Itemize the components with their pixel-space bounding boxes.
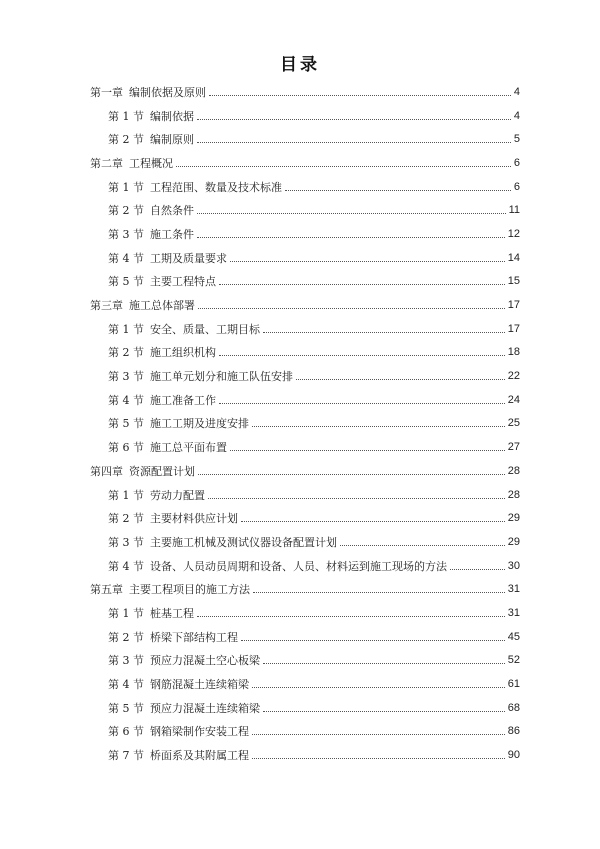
toc-dot-leader [241,639,505,641]
toc-section-entry[interactable] [90,222,520,246]
toc-section-entry[interactable] [90,412,520,436]
toc-entry-number: 第一章 [90,85,123,99]
toc-entry-label: 主要工程特点 [150,275,216,289]
toc-section-entry[interactable] [90,127,520,151]
toc-page-number: 5 [513,133,520,146]
toc-page-number: 17 [507,299,520,312]
toc-entry-label: 桩基工程 [150,606,194,620]
toc-entry-number: 第 3 节 [108,227,144,241]
toc-entry-label: 施工条件 [150,227,194,241]
toc-page-number: 28 [507,464,520,477]
toc-entry-label: 钢筋混凝土连续箱梁 [150,678,249,692]
toc-page-number: 90 [507,749,520,762]
toc-page-number: 29 [507,512,520,525]
toc-entry-number: 第二章 [90,156,123,170]
toc-dot-leader [296,378,505,380]
toc-page-number: 68 [507,701,520,714]
toc-entry-label: 施工单元划分和施工队伍安排 [150,370,293,384]
toc-entry-label: 工期及质量要求 [150,251,227,265]
toc-entry-number: 第 4 节 [108,678,144,692]
toc-entry-label: 预应力混凝土空心板梁 [150,654,260,668]
toc-page-number: 4 [513,85,520,98]
toc-entry-number: 第 1 节 [108,180,144,194]
toc-chapter-entry[interactable] [90,577,520,601]
toc-entry-number: 第 4 节 [108,559,144,573]
toc-dot-leader [252,425,505,427]
toc-page-number: 14 [507,251,520,264]
toc-dot-leader [241,520,505,522]
toc-dot-leader [263,710,505,712]
toc-dot-leader [219,354,505,356]
toc-entry-label: 编制依据及原则 [129,85,206,99]
toc-section-entry[interactable] [90,720,520,744]
toc-entry-label: 钢箱梁制作安装工程 [150,725,249,739]
toc-chapter-entry[interactable] [90,459,520,483]
toc-entry-label: 施工组织机构 [150,346,216,360]
toc-dot-leader [208,497,505,499]
toc-entry-number: 第 7 节 [108,749,144,763]
toc-entry-number: 第五章 [90,583,123,597]
toc-page-number: 61 [507,678,520,691]
toc-page-number: 30 [507,559,520,572]
toc-section-entry[interactable] [90,104,520,128]
table-of-contents [90,80,520,767]
toc-entry-label: 编制原则 [150,133,194,147]
toc-dot-leader [263,331,505,333]
toc-entry-number: 第四章 [90,464,123,478]
toc-entry-label: 桥面系及其附属工程 [150,749,249,763]
toc-entry-number: 第 2 节 [108,204,144,218]
toc-section-entry[interactable] [90,364,520,388]
toc-dot-leader [219,402,505,404]
toc-page-number: 52 [507,654,520,667]
toc-dot-leader [219,283,505,285]
toc-section-entry[interactable] [90,625,520,649]
toc-section-entry[interactable] [90,530,520,554]
toc-page-number: 86 [507,725,520,738]
toc-entry-number: 第 5 节 [108,417,144,431]
toc-entry-number: 第 2 节 [108,133,144,147]
toc-page-number: 18 [507,346,520,359]
toc-entry-label: 劳动力配置 [150,488,205,502]
toc-section-entry[interactable] [90,483,520,507]
toc-section-entry[interactable] [90,435,520,459]
toc-page-number: 15 [507,275,520,288]
toc-page-number: 28 [507,488,520,501]
toc-dot-leader [197,615,505,617]
toc-page-number: 17 [507,322,520,335]
toc-page-number: 25 [507,417,520,430]
toc-entry-label: 编制依据 [150,109,194,123]
toc-entry-label: 工程范围、数量及技术标准 [150,180,282,194]
toc-page-number: 31 [507,583,520,596]
toc-page-number: 12 [507,227,520,240]
toc-entry-label: 资源配置计划 [129,464,195,478]
toc-entry-number: 第 1 节 [108,606,144,620]
toc-entry-label: 施工准备工作 [150,393,216,407]
toc-entry-label: 安全、质量、工期目标 [150,322,260,336]
toc-dot-leader [198,307,505,309]
toc-dot-leader [197,141,511,143]
toc-entry-label: 主要施工机械及测试仪器设备配置计划 [150,535,337,549]
toc-entry-number: 第 5 节 [108,701,144,715]
toc-section-entry[interactable] [90,270,520,294]
toc-section-entry[interactable] [90,317,520,341]
toc-chapter-entry[interactable] [90,151,520,175]
toc-dot-leader [176,165,511,167]
toc-section-entry[interactable] [90,743,520,767]
toc-page-number: 29 [507,535,520,548]
toc-entry-number: 第 5 节 [108,275,144,289]
toc-entry-number: 第 2 节 [108,630,144,644]
toc-dot-leader [209,94,511,96]
toc-dot-leader [230,449,505,451]
toc-entry-number: 第 1 节 [108,109,144,123]
toc-section-entry[interactable] [90,198,520,222]
toc-page-number: 4 [513,109,520,122]
toc-entry-number: 第 6 节 [108,441,144,455]
toc-entry-number: 第 2 节 [108,512,144,526]
toc-dot-leader [198,473,505,475]
toc-section-entry[interactable] [90,246,520,270]
toc-dot-leader [252,733,505,735]
toc-entry-label: 设备、人员动员周期和设备、人员、材料运到施工现场的方法 [150,559,447,573]
toc-dot-leader [197,212,506,214]
toc-section-entry[interactable] [90,388,520,412]
toc-entry-label: 主要材料供应计划 [150,512,238,526]
toc-entry-number: 第 2 节 [108,346,144,360]
toc-section-entry[interactable] [90,175,520,199]
toc-section-entry[interactable] [90,649,520,673]
toc-entry-number: 第 6 节 [108,725,144,739]
toc-page-number: 31 [507,606,520,619]
toc-dot-leader [253,591,505,593]
toc-chapter-entry[interactable] [90,80,520,104]
toc-page-number: 6 [513,180,520,193]
toc-page-number: 11 [508,204,520,217]
toc-dot-leader [285,189,511,191]
toc-entry-number: 第 3 节 [108,535,144,549]
toc-chapter-entry[interactable] [90,293,520,317]
toc-entry-label: 预应力混凝土连续箱梁 [150,701,260,715]
toc-section-entry[interactable] [90,601,520,625]
toc-entry-label: 主要工程项目的施工方法 [129,583,250,597]
toc-entry-number: 第 3 节 [108,370,144,384]
toc-dot-leader [450,568,505,570]
toc-dot-leader [197,236,505,238]
toc-dot-leader [340,544,505,546]
toc-section-entry[interactable] [90,341,520,365]
page-title: 目录 [280,55,320,75]
toc-entry-number: 第三章 [90,299,123,313]
toc-entry-number: 第 3 节 [108,654,144,668]
toc-page-number: 22 [507,370,520,383]
toc-entry-label: 施工工期及进度安排 [150,417,249,431]
toc-page-number: 6 [513,156,520,169]
toc-section-entry[interactable] [90,672,520,696]
toc-entry-label: 施工总体部署 [129,299,195,313]
toc-dot-leader [263,662,505,664]
toc-entry-label: 工程概况 [129,156,173,170]
toc-dot-leader [230,260,505,262]
toc-dot-leader [197,118,511,120]
toc-dot-leader [252,757,505,759]
toc-entry-label: 桥梁下部结构工程 [150,630,238,644]
toc-page-number: 24 [507,393,520,406]
toc-entry-label: 自然条件 [150,204,194,218]
toc-entry-label: 施工总平面布置 [150,441,227,455]
toc-entry-number: 第 1 节 [108,488,144,502]
toc-page-number: 45 [507,630,520,643]
toc-dot-leader [252,686,505,688]
toc-section-entry[interactable] [90,554,520,578]
toc-page-number: 27 [507,441,520,454]
toc-section-entry[interactable] [90,696,520,720]
toc-entry-number: 第 1 节 [108,322,144,336]
toc-entry-number: 第 4 节 [108,393,144,407]
toc-section-entry[interactable] [90,506,520,530]
toc-entry-number: 第 4 节 [108,251,144,265]
